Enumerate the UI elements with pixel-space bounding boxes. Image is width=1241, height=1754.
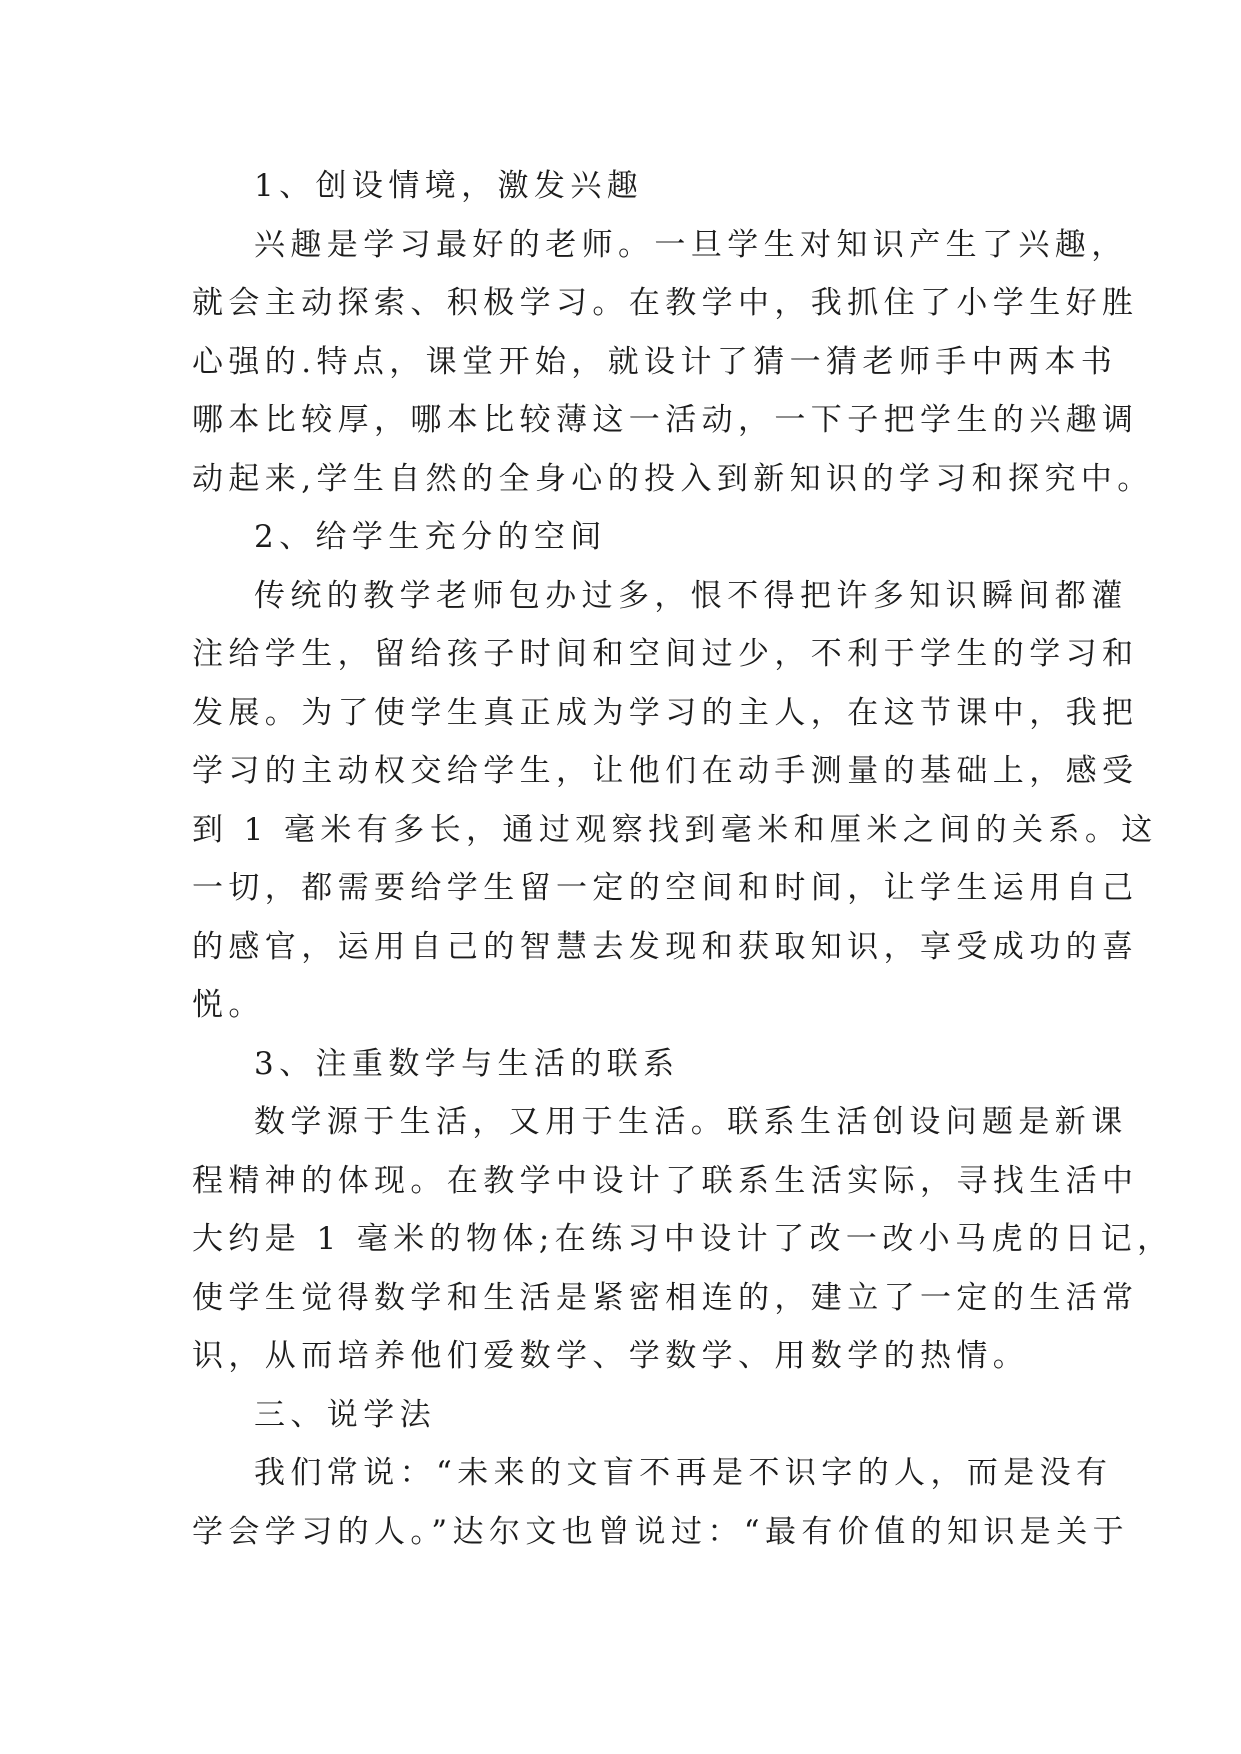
section-heading-2: 2、给学生充分的空间 <box>254 519 607 555</box>
paragraph-line: 使学生觉得数学和生活是紧密相连的，建立了一定的生活常 <box>192 1279 1139 1316</box>
paragraph-line: 悦。 <box>192 987 265 1023</box>
paragraph-line: 学会学习的人。”达尔文也曾说过：“最有价值的知识是关于 <box>192 1513 1129 1550</box>
paragraph-line: 发展。为了使学生真正成为学习的主人，在这节课中，我把 <box>192 694 1139 731</box>
paragraph-line: 一切，都需要给学生留一定的空间和时间，让学生运用自己 <box>192 870 1139 906</box>
paragraph-line: 就会主动探索、积极学习。在教学中，我抓住了小学生好胜 <box>192 285 1139 321</box>
paragraph-line: 到 1 毫米有多长，通过观察找到毫米和厘米之间的关系。这 <box>192 811 1158 848</box>
section-heading-1: 1、创设情境，激发兴趣 <box>254 168 644 204</box>
section-heading-3: 3、注重数学与生活的联系 <box>254 1045 680 1082</box>
paragraph-line: 心强的.特点，课堂开始，就设计了猜一猜老师手中两本书 <box>192 343 1118 380</box>
paragraph-line: 数学源于生活，又用于生活。联系生活创设问题是新课 <box>254 1104 1128 1140</box>
paragraph-line: 传统的教学老师包办过多，恨不得把许多知识瞬间都灌 <box>254 577 1128 614</box>
paragraph-line: 识，从而培养他们爱数学、学数学、用数学的热情。 <box>192 1338 1030 1374</box>
paragraph-line: 大约是 1 毫米的物体;在练习中设计了改一改小马虎的日记， <box>192 1221 1174 1257</box>
paragraph-line: 兴趣是学习最好的老师。一旦学生对知识产生了兴趣， <box>254 226 1128 263</box>
paragraph-line: 的感官，运用自己的智慧去发现和获取知识，享受成功的喜 <box>192 928 1139 965</box>
paragraph-line: 程精神的体现。在教学中设计了联系生活实际，寻找生活中 <box>192 1162 1139 1199</box>
document-body <box>192 157 1174 1561</box>
paragraph-line: 注给学生，留给孩子时间和空间过少，不利于学生的学习和 <box>192 636 1139 672</box>
section-heading-main: 三、说学法 <box>254 1396 436 1433</box>
paragraph-line: 哪本比较厚，哪本比较薄这一活动，一下子把学生的兴趣调 <box>192 402 1139 438</box>
paragraph-line: 我们常说：“未来的文盲不再是不识字的人，而是没有 <box>254 1455 1113 1491</box>
paragraph-line: 动起来,学生自然的全身心的投入到新知识的学习和探究中。 <box>192 460 1154 497</box>
paragraph-line: 学习的主动权交给学生，让他们在动手测量的基础上，感受 <box>192 753 1139 789</box>
